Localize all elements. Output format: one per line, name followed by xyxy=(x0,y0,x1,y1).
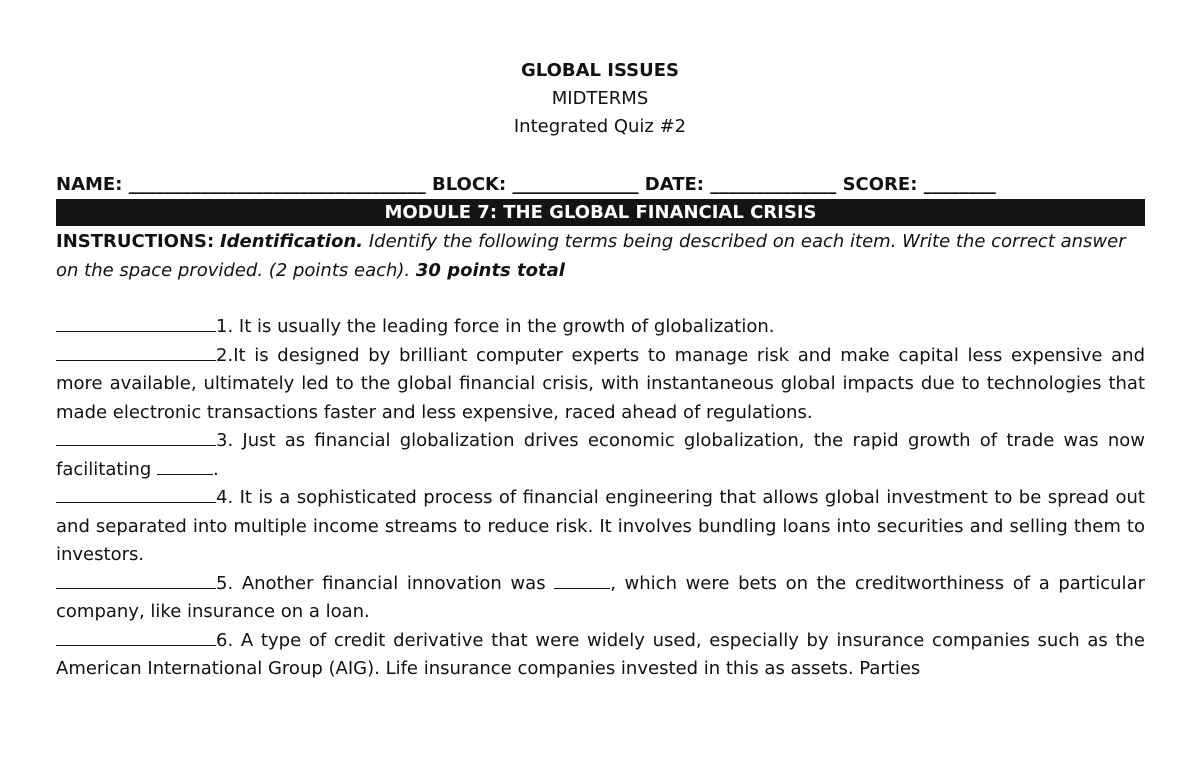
question-text-end: , which were bets on the creditworthiness of a particular company, like insurance on a loan. xyxy=(56,572,1145,622)
date-label: DATE: xyxy=(644,174,704,195)
question-text-end: . xyxy=(212,458,219,480)
term-label: MIDTERMS xyxy=(551,88,649,109)
question-text: It is usually the leading force in the growth of globalization. xyxy=(238,316,775,337)
answer-blank[interactable] xyxy=(56,627,216,646)
block-label: BLOCK: xyxy=(431,174,507,195)
question-item xyxy=(56,313,1145,342)
name-line: _________________________________ xyxy=(128,174,426,195)
course-title: GLOBAL ISSUES xyxy=(521,60,679,81)
instructions-text: Identify the following terms being described on each item. Write the correct answer on the space provided. (2 points each). xyxy=(56,231,1126,281)
inline-blank[interactable] xyxy=(157,458,213,475)
answer-blank[interactable] xyxy=(56,427,216,446)
question-text: Just as financial globalization drives economic globalization, the rapid growth of trade was now facilitating xyxy=(56,430,1145,480)
inline-blank[interactable] xyxy=(554,572,610,589)
question-number: 3. xyxy=(216,430,234,451)
instructions-label: INSTRUCTIONS: xyxy=(56,231,215,252)
block-line: ______________ xyxy=(512,174,639,195)
question-number: 1. xyxy=(216,316,234,337)
question-text: It is designed by brilliant computer experts to manage risk and make capital less expensive and more available, ultimately led to the global financial crisis, with instantaneous global impacts due to technologies that made electronic transactions faster and less expensive, raced ahead of regulations. xyxy=(56,344,1145,423)
instructions-type: Identification. xyxy=(219,231,364,252)
question-number: 2. xyxy=(216,344,234,366)
answer-blank[interactable] xyxy=(56,570,216,589)
question-text: A type of credit derivative that were widely used, especially by insurance companies such as the American International Group (AIG). Life insurance companies invested in this as assets. Parties xyxy=(56,629,1145,679)
document-header xyxy=(0,57,1200,141)
question-item xyxy=(56,342,1145,428)
question-number: 6. xyxy=(216,629,234,651)
student-info-fields xyxy=(56,172,1145,198)
question-text: Another financial innovation was xyxy=(241,572,546,594)
question-list xyxy=(56,313,1145,684)
answer-blank[interactable] xyxy=(56,313,216,332)
instructions xyxy=(56,228,1145,285)
instructions-total: 30 points total xyxy=(415,259,565,281)
question-number: 4. xyxy=(216,487,234,508)
score-label: SCORE: xyxy=(842,174,918,195)
question-item xyxy=(56,484,1145,570)
answer-blank[interactable] xyxy=(56,342,216,361)
question-number: 5. xyxy=(216,572,234,594)
question-item xyxy=(56,570,1145,627)
answer-blank[interactable] xyxy=(56,484,216,503)
name-label: NAME: xyxy=(56,174,123,195)
date-line: ______________ xyxy=(710,174,837,195)
score-line: ________ xyxy=(923,174,996,195)
module-title-bar: MODULE 7: THE GLOBAL FINANCIAL CRISIS xyxy=(56,199,1145,226)
question-item xyxy=(56,627,1145,684)
question-text: It is a sophisticated process of financial engineering that allows global investment to be spread out and separated into multiple income streams to reduce risk. It involves bundling loans into securities and selling them to investors. xyxy=(56,487,1145,565)
question-item xyxy=(56,427,1145,484)
quiz-title: Integrated Quiz #2 xyxy=(513,116,687,137)
